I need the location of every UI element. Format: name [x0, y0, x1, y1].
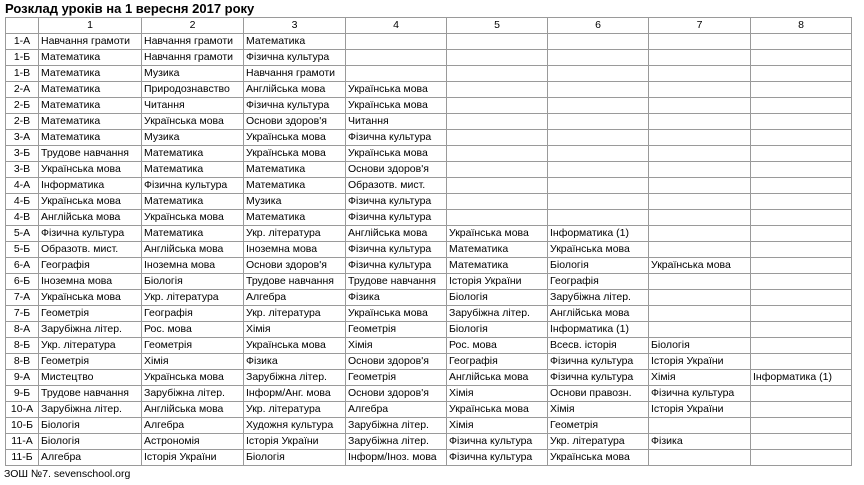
lesson-cell: Астрономія: [142, 434, 244, 450]
lesson-cell: Англійська мова: [142, 242, 244, 258]
lesson-cell: Іноземна мова: [39, 274, 142, 290]
lesson-cell: [751, 434, 852, 450]
header-row: [6, 18, 852, 34]
lesson-cell: Українська мова: [649, 258, 751, 274]
lesson-cell: [751, 274, 852, 290]
lesson-cell: Геометрія: [346, 370, 447, 386]
lesson-cell: Англійська мова: [142, 402, 244, 418]
lesson-cell: Навчання грамоти: [142, 34, 244, 50]
lesson-cell: [751, 402, 852, 418]
lesson-cell: Математика: [244, 178, 346, 194]
lesson-cell: [447, 114, 548, 130]
lesson-cell: Всесв. історія: [548, 338, 649, 354]
lesson-cell: Фізична культура: [346, 130, 447, 146]
lesson-cell: Математика: [142, 194, 244, 210]
lesson-cell: Математика: [142, 226, 244, 242]
table-row: [6, 354, 852, 370]
lesson-cell: Укр. література: [142, 290, 244, 306]
class-name-cell: 11-Б: [6, 450, 39, 466]
lesson-cell: [649, 98, 751, 114]
lesson-cell: Укр. література: [39, 338, 142, 354]
lesson-cell: Інформатика (1): [548, 322, 649, 338]
column-header: 8: [751, 18, 852, 34]
lesson-cell: [447, 162, 548, 178]
lesson-cell: Навчання грамоти: [142, 50, 244, 66]
lesson-cell: Укр. література: [244, 226, 346, 242]
lesson-cell: Геометрія: [39, 306, 142, 322]
lesson-cell: [751, 82, 852, 98]
lesson-cell: [649, 210, 751, 226]
table-row: [6, 146, 852, 162]
lesson-cell: Математика: [39, 98, 142, 114]
table-row: [6, 226, 852, 242]
lesson-cell: Інформатика: [39, 178, 142, 194]
lesson-cell: Математика: [142, 162, 244, 178]
lesson-cell: Українська мова: [244, 146, 346, 162]
lesson-cell: [751, 386, 852, 402]
lesson-cell: Рос. мова: [142, 322, 244, 338]
lesson-cell: Англійська мова: [39, 210, 142, 226]
lesson-cell: Математика: [39, 130, 142, 146]
table-row: [6, 450, 852, 466]
lesson-cell: Рос. мова: [447, 338, 548, 354]
lesson-cell: Математика: [39, 50, 142, 66]
table-row: [6, 194, 852, 210]
lesson-cell: Укр. література: [244, 402, 346, 418]
lesson-cell: Географія: [39, 258, 142, 274]
lesson-cell: Математика: [447, 242, 548, 258]
lesson-cell: Геометрія: [142, 338, 244, 354]
lesson-cell: [649, 82, 751, 98]
lesson-cell: [751, 322, 852, 338]
lesson-cell: Основи правозн.: [548, 386, 649, 402]
lesson-cell: Фізична культура: [447, 450, 548, 466]
lesson-cell: Англійська мова: [548, 306, 649, 322]
lesson-cell: Основи здоров'я: [244, 258, 346, 274]
column-header: 1: [39, 18, 142, 34]
lesson-cell: Геометрія: [39, 354, 142, 370]
class-name-cell: 8-Б: [6, 338, 39, 354]
lesson-cell: Біологія: [142, 274, 244, 290]
table-row: [6, 338, 852, 354]
lesson-cell: [548, 194, 649, 210]
lesson-cell: Математика: [39, 66, 142, 82]
lesson-cell: Трудове навчання: [244, 274, 346, 290]
lesson-cell: Українська мова: [447, 226, 548, 242]
lesson-cell: [447, 98, 548, 114]
lesson-cell: [649, 226, 751, 242]
table-row: [6, 386, 852, 402]
column-header: 6: [548, 18, 649, 34]
lesson-cell: Біологія: [447, 322, 548, 338]
class-name-cell: 3-Б: [6, 146, 39, 162]
class-name-cell: 1-В: [6, 66, 39, 82]
lesson-cell: [346, 34, 447, 50]
lesson-cell: Укр. література: [548, 434, 649, 450]
lesson-cell: Образотв. мист.: [39, 242, 142, 258]
lesson-cell: [447, 34, 548, 50]
lesson-cell: Зарубіжна літер.: [142, 386, 244, 402]
lesson-cell: [649, 290, 751, 306]
footer-text: ЗОШ №7. sevenschool.org: [4, 468, 131, 480]
lesson-cell: Фізична культура: [548, 354, 649, 370]
lesson-cell: Фізична культура: [548, 370, 649, 386]
lesson-cell: [751, 226, 852, 242]
class-name-cell: 5-А: [6, 226, 39, 242]
lesson-cell: Фізична культура: [346, 258, 447, 274]
lesson-cell: Алгебра: [346, 402, 447, 418]
lesson-cell: Українська мова: [346, 82, 447, 98]
lesson-cell: [447, 82, 548, 98]
column-header: 2: [142, 18, 244, 34]
lesson-cell: [649, 178, 751, 194]
lesson-cell: [548, 178, 649, 194]
lesson-cell: Іноземна мова: [142, 258, 244, 274]
class-name-cell: 3-А: [6, 130, 39, 146]
lesson-cell: Фізика: [244, 354, 346, 370]
class-name-cell: 6-Б: [6, 274, 39, 290]
lesson-cell: Мистецтво: [39, 370, 142, 386]
page-title: Розклад уроків на 1 вересня 2017 року: [5, 1, 255, 16]
lesson-cell: Читання: [142, 98, 244, 114]
lesson-cell: Основи здоров'я: [346, 354, 447, 370]
lesson-cell: Історія України: [649, 354, 751, 370]
table-row: [6, 290, 852, 306]
lesson-cell: Образотв. мист.: [346, 178, 447, 194]
class-name-cell: 11-А: [6, 434, 39, 450]
lesson-cell: Читання: [346, 114, 447, 130]
table-row: [6, 34, 852, 50]
lesson-cell: Історія України: [142, 450, 244, 466]
lesson-cell: [548, 50, 649, 66]
class-name-cell: 1-А: [6, 34, 39, 50]
lesson-cell: Фізична культура: [346, 194, 447, 210]
lesson-cell: Українська мова: [346, 306, 447, 322]
lesson-cell: [447, 194, 548, 210]
lesson-cell: [346, 66, 447, 82]
lesson-cell: Українська мова: [346, 146, 447, 162]
lesson-cell: Хімія: [346, 338, 447, 354]
lesson-cell: [548, 98, 649, 114]
lesson-cell: [447, 178, 548, 194]
lesson-cell: Українська мова: [346, 98, 447, 114]
lesson-cell: Англійська мова: [447, 370, 548, 386]
lesson-cell: Хімія: [447, 418, 548, 434]
lesson-cell: [751, 306, 852, 322]
lesson-cell: [751, 354, 852, 370]
lesson-cell: Хімія: [447, 386, 548, 402]
lesson-cell: Математика: [244, 162, 346, 178]
column-header: 7: [649, 18, 751, 34]
schedule-body: [6, 34, 852, 466]
lesson-cell: [548, 34, 649, 50]
lesson-cell: [447, 50, 548, 66]
lesson-cell: Географія: [447, 354, 548, 370]
table-row: [6, 162, 852, 178]
lesson-cell: Трудове навчання: [39, 146, 142, 162]
class-name-cell: 4-Б: [6, 194, 39, 210]
table-row: [6, 82, 852, 98]
class-name-cell: 4-В: [6, 210, 39, 226]
class-name-cell: 2-В: [6, 114, 39, 130]
lesson-cell: Зарубіжна літер.: [346, 434, 447, 450]
class-name-cell: 6-А: [6, 258, 39, 274]
table-row: [6, 178, 852, 194]
lesson-cell: [751, 338, 852, 354]
lesson-cell: Українська мова: [244, 130, 346, 146]
lesson-cell: Алгебра: [142, 418, 244, 434]
lesson-cell: [649, 146, 751, 162]
table-row: [6, 258, 852, 274]
class-name-cell: 8-А: [6, 322, 39, 338]
lesson-cell: Трудове навчання: [346, 274, 447, 290]
lesson-cell: Фізика: [649, 434, 751, 450]
lesson-cell: Інформатика (1): [548, 226, 649, 242]
lesson-cell: Математика: [142, 146, 244, 162]
lesson-cell: Трудове навчання: [39, 386, 142, 402]
lesson-cell: Зарубіжна літер.: [447, 306, 548, 322]
lesson-cell: [751, 34, 852, 50]
lesson-cell: Навчання грамоти: [244, 66, 346, 82]
lesson-cell: [751, 450, 852, 466]
lesson-cell: Фізична культура: [244, 50, 346, 66]
lesson-cell: Історія України: [447, 274, 548, 290]
corner-cell: [6, 18, 39, 34]
lesson-cell: [447, 66, 548, 82]
lesson-cell: Українська мова: [142, 114, 244, 130]
class-name-cell: 2-Б: [6, 98, 39, 114]
lesson-cell: [548, 130, 649, 146]
lesson-cell: Музика: [142, 66, 244, 82]
lesson-cell: Фізична культура: [346, 210, 447, 226]
lesson-cell: Фізична культура: [447, 434, 548, 450]
lesson-cell: Математика: [39, 82, 142, 98]
lesson-cell: Інформ/Анг. мова: [244, 386, 346, 402]
table-row: [6, 50, 852, 66]
table-row: [6, 402, 852, 418]
lesson-cell: Математика: [447, 258, 548, 274]
lesson-cell: Математика: [244, 34, 346, 50]
lesson-cell: Історія України: [244, 434, 346, 450]
table-row: [6, 114, 852, 130]
lesson-cell: [346, 50, 447, 66]
lesson-cell: Математика: [39, 114, 142, 130]
class-name-cell: 5-Б: [6, 242, 39, 258]
lesson-cell: [649, 242, 751, 258]
lesson-cell: Фізика: [346, 290, 447, 306]
lesson-cell: Алгебра: [39, 450, 142, 466]
lesson-cell: [548, 82, 649, 98]
lesson-cell: Математика: [244, 210, 346, 226]
lesson-cell: Українська мова: [142, 210, 244, 226]
lesson-cell: [649, 162, 751, 178]
lesson-cell: [751, 194, 852, 210]
table-row: [6, 306, 852, 322]
lesson-cell: Біологія: [548, 258, 649, 274]
lesson-cell: Фізична культура: [346, 242, 447, 258]
lesson-cell: Іноземна мова: [244, 242, 346, 258]
class-name-cell: 9-А: [6, 370, 39, 386]
lesson-cell: [751, 258, 852, 274]
lesson-cell: [548, 114, 649, 130]
lesson-cell: Музика: [142, 130, 244, 146]
lesson-cell: [751, 114, 852, 130]
table-row: [6, 322, 852, 338]
lesson-cell: [447, 210, 548, 226]
lesson-cell: Зарубіжна літер.: [244, 370, 346, 386]
lesson-cell: Українська мова: [39, 194, 142, 210]
lesson-cell: Геометрія: [548, 418, 649, 434]
lesson-cell: [751, 418, 852, 434]
lesson-cell: [751, 178, 852, 194]
lesson-cell: Інформ/Іноз. мова: [346, 450, 447, 466]
lesson-cell: Українська мова: [548, 242, 649, 258]
lesson-cell: [751, 242, 852, 258]
table-row: [6, 242, 852, 258]
column-header: 4: [346, 18, 447, 34]
lesson-cell: [649, 322, 751, 338]
lesson-cell: Художня культура: [244, 418, 346, 434]
lesson-cell: [751, 50, 852, 66]
lesson-cell: [649, 194, 751, 210]
lesson-cell: Основи здоров'я: [244, 114, 346, 130]
lesson-cell: Фізична культура: [142, 178, 244, 194]
lesson-cell: [751, 66, 852, 82]
lesson-cell: [649, 130, 751, 146]
lesson-cell: [649, 306, 751, 322]
lesson-cell: [649, 114, 751, 130]
column-header: 5: [447, 18, 548, 34]
lesson-cell: Географія: [548, 274, 649, 290]
table-row: [6, 130, 852, 146]
lesson-cell: [649, 450, 751, 466]
class-name-cell: 3-В: [6, 162, 39, 178]
lesson-cell: Алгебра: [244, 290, 346, 306]
lesson-cell: Українська мова: [142, 370, 244, 386]
lesson-cell: [751, 290, 852, 306]
lesson-cell: [649, 274, 751, 290]
lesson-cell: [447, 146, 548, 162]
lesson-cell: Біологія: [39, 418, 142, 434]
lesson-cell: Інформатика (1): [751, 370, 852, 386]
lesson-cell: Українська мова: [548, 450, 649, 466]
schedule-table: [5, 17, 852, 466]
lesson-cell: Фізична культура: [649, 386, 751, 402]
lesson-cell: [548, 146, 649, 162]
lesson-cell: [751, 98, 852, 114]
class-name-cell: 9-Б: [6, 386, 39, 402]
class-name-cell: 4-А: [6, 178, 39, 194]
lesson-cell: [751, 146, 852, 162]
table-row: [6, 434, 852, 450]
lesson-cell: Біологія: [244, 450, 346, 466]
lesson-cell: Основи здоров'я: [346, 162, 447, 178]
class-name-cell: 10-Б: [6, 418, 39, 434]
lesson-cell: [548, 66, 649, 82]
lesson-cell: [751, 210, 852, 226]
lesson-cell: [649, 50, 751, 66]
lesson-cell: Хімія: [142, 354, 244, 370]
lesson-cell: Зарубіжна літер.: [39, 402, 142, 418]
lesson-cell: [751, 130, 852, 146]
lesson-cell: [649, 418, 751, 434]
lesson-cell: Зарубіжна літер.: [346, 418, 447, 434]
lesson-cell: Хімія: [649, 370, 751, 386]
lesson-cell: [548, 162, 649, 178]
lesson-cell: [649, 34, 751, 50]
lesson-cell: Українська мова: [244, 338, 346, 354]
lesson-cell: [447, 130, 548, 146]
lesson-cell: Хімія: [548, 402, 649, 418]
lesson-cell: Історія України: [649, 402, 751, 418]
class-name-cell: 10-А: [6, 402, 39, 418]
lesson-cell: Музика: [244, 194, 346, 210]
lesson-cell: Геометрія: [346, 322, 447, 338]
lesson-cell: Фізична культура: [244, 98, 346, 114]
column-header: 3: [244, 18, 346, 34]
table-row: [6, 274, 852, 290]
lesson-cell: Зарубіжна літер.: [39, 322, 142, 338]
lesson-cell: Географія: [142, 306, 244, 322]
class-name-cell: 8-В: [6, 354, 39, 370]
table-row: [6, 210, 852, 226]
lesson-cell: [649, 66, 751, 82]
lesson-cell: Англійська мова: [244, 82, 346, 98]
lesson-cell: Українська мова: [447, 402, 548, 418]
lesson-cell: Біологія: [447, 290, 548, 306]
lesson-cell: Зарубіжна літер.: [548, 290, 649, 306]
table-row: [6, 98, 852, 114]
lesson-cell: Українська мова: [39, 290, 142, 306]
class-name-cell: 2-А: [6, 82, 39, 98]
table-row: [6, 370, 852, 386]
lesson-cell: Біологія: [649, 338, 751, 354]
lesson-cell: Біологія: [39, 434, 142, 450]
table-row: [6, 66, 852, 82]
class-name-cell: 1-Б: [6, 50, 39, 66]
lesson-cell: Хімія: [244, 322, 346, 338]
class-name-cell: 7-А: [6, 290, 39, 306]
lesson-cell: [751, 162, 852, 178]
lesson-cell: Основи здоров'я: [346, 386, 447, 402]
lesson-cell: Українська мова: [39, 162, 142, 178]
lesson-cell: Укр. література: [244, 306, 346, 322]
lesson-cell: [548, 210, 649, 226]
table-row: [6, 418, 852, 434]
lesson-cell: Навчання грамоти: [39, 34, 142, 50]
class-name-cell: 7-Б: [6, 306, 39, 322]
lesson-cell: Природознавство: [142, 82, 244, 98]
lesson-cell: Фізична культура: [39, 226, 142, 242]
lesson-cell: Англійська мова: [346, 226, 447, 242]
